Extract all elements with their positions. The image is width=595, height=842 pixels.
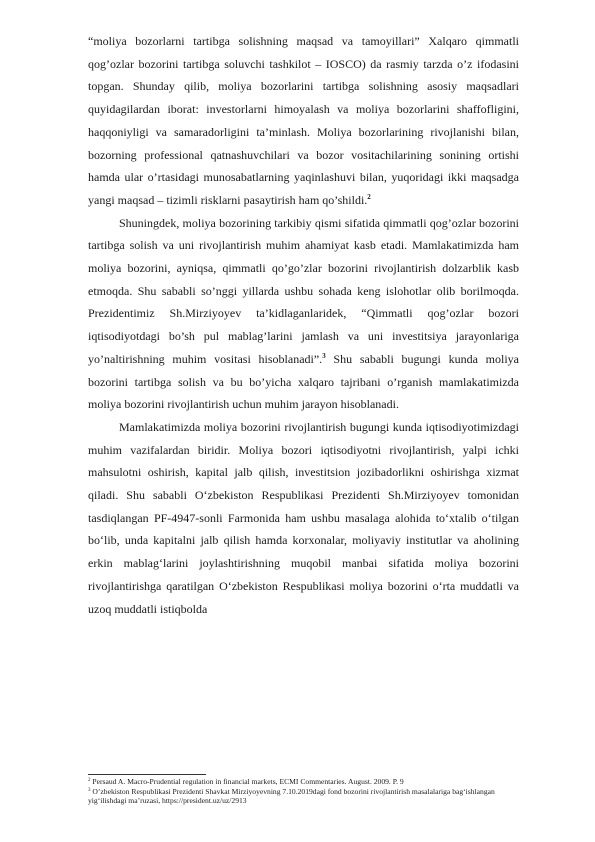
footnote-number: 2 (88, 778, 91, 783)
paragraph-1-text: “moliya bozorlarni tartibga solishning maqsad va tamoyillari” Xalqaro qimmatli qog’ozlar bozorini tartibga soluvchi tashkilot – IOSCO) da rasmiy tarzda o’z ifodasini topgan. Shunday qilib, moliya bozorlarini tartibga solishning asosiy maqsadlari quyidagilardan iborat: investorlarni himoyalash va moliya bozorlarini shaffofligini, haqqoniyligi va samaradorligini ta’minlash. Moliya bozorlarining rivojlanishi bilan, bozorning professional qatnashuvchilari va bozor vositachilarining sonining ortishi hamda ular o’rtasidagi munosabatlarning yaqinlashuvi bilan, yuqoridagi ikki maqsadga yangi maqsad – tizimli risklarni pasaytirish ham qo’shildi. (88, 34, 519, 207)
footnote-ref-2[interactable]: 2 (367, 192, 371, 201)
footnote-separator (88, 774, 206, 775)
footnote-3 (88, 787, 519, 806)
paragraph-2-text-b: Shu sababli bugungi kunda moliya bozorini tartibga solish va bu bo’yicha xalqaro tajribani o’rganish mamlakatimizda moliya bozorini rivojlantirish uchun muhim jarayon hisoblanadi. (88, 351, 520, 412)
paragraph-2-text-a: Shuningdek, moliya bozorining tarkibiy qismi sifatida qimmatli qog’ozlar bozorini tartibga solish va uni rivojlantirish muhim ahamiyat kasb etadi. Mamlakatimizda ham moliya bozorini, ayniqsa, qimmatli qo’go’zlar bozorini rivojlantirish dolzarblik kasb etmoqda. Shu sababli so’nggi yillarda ushbu sohada keng islohotlar olib borilmoqda. Prezidentimiz Sh.Mirziyoyev ta’kidlaganlaridek, “Qimmatli qog’ozlar bozori iqtisodiyotdagi bo’sh pul mablag’larini jamlash va uni investitsiya jarayonlariga yo’naltirishning muhim vositasi hisoblanadi”. (88, 215, 519, 366)
footnote-2 (88, 777, 519, 787)
footnote-text[interactable]: O’zbekiston Respublikasi Prezidenti Shavkat Mirziyoyevning 7.10.2019dagi fond bozorini rivojlantirish masalalariga bag‘ishlangan yig‘ilishdagi ma’ruzasi, https://president.uz/uz/2913 (88, 786, 495, 806)
footnotes (88, 777, 519, 806)
footnote-text: Persaud A. Macro-Prudential regulation in financial markets, ECMI Commentaries. August. 2009. P. 9 (92, 777, 404, 786)
footnote-ref-3[interactable]: 3 (322, 351, 326, 360)
paragraph-3 (88, 416, 519, 620)
paragraph-2 (88, 212, 519, 416)
paragraph-1 (88, 30, 519, 212)
paragraph-3-text: Mamlakatimizda moliya bozorini rivojlantirish bugungi kunda iqtisodiyotimizdagi muhim vazifalardan biridir. Moliya bozori iqtisodiyotni rivojlantirish, yalpi ichki mahsulotni oshirish, kapital jalb qilish, investitsion jozibadorlikni oshirishga xizmat qiladi. Shu sababli O‘zbekiston Respublikasi Prezidenti Sh.Mirziyoyev tomonidan tasdiqlangan PF-4947-sonli Farmonida ham ushbu masalaga alohida to‘xtalib o‘tilgan bo‘lib, unda kapitalni jalb qilish hamda korxonalar, moliyaviy institutlar va aholining erkin mablag‘larini joylashtirishning muqobil manbai sifatida moliya bozorini rivojlantirishga qaratilgan O‘zbekiston Respublikasi moliya bozorini o‘rta muddatli va uzoq muddatli istiqbolda (88, 419, 519, 616)
main-text (88, 30, 519, 620)
footnote-number: 3 (88, 787, 91, 793)
